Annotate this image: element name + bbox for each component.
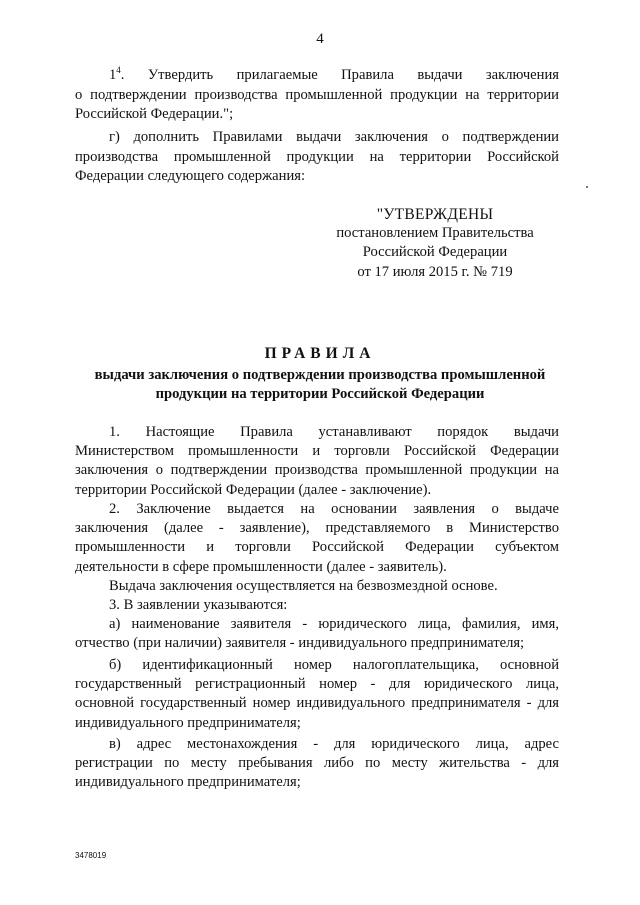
rules-subtitle-line-2: продукции на территории Российской Федерации bbox=[155, 385, 485, 402]
item-g-middle-line: производства промышленной продукции на территории Российской bbox=[75, 149, 559, 165]
approval-block bbox=[300, 205, 570, 282]
item-1-4-first-line bbox=[75, 66, 559, 85]
rules-subtitle-line-1: выдачи заключения о подтверждении производства промышленной bbox=[94, 367, 546, 383]
item-v-last-line: индивидуального предпринимателя; bbox=[75, 774, 301, 790]
rules-subtitle bbox=[60, 366, 580, 403]
item-b-body: государственный регистрационный номер - для юридического лица, основной государственный номер индивидуального предпринимателя - для bbox=[75, 676, 559, 712]
page-number: 4 bbox=[316, 31, 324, 47]
paragraph-3: 3. В заявлении указываются: bbox=[109, 597, 288, 613]
paragraph-2-body: заключения (далее - заявление), представляемого в Министерство промышленности и торговли Российской Федерации субъектом bbox=[75, 520, 559, 556]
item-v-middle-line: регистрации по месту пребывания либо по месту жительства - для bbox=[75, 755, 559, 771]
item-b-last-line: индивидуального предпринимателя; bbox=[75, 715, 301, 731]
paragraph-1-body: Министерством промышленности и торговли Российской Федерации заключения о подтверждении производства промышленной продукции на bbox=[75, 443, 559, 479]
item-a-first-line: а) наименование заявителя - юридического лица, фамилия, имя, bbox=[109, 616, 559, 632]
rules-title: ПРАВИЛА bbox=[264, 345, 376, 362]
paragraph-2-first-line: 2. Заключение выдается на основании заявления о выдаче bbox=[109, 501, 559, 517]
item-v-first-line: в) адрес местонахождения - для юридического лица, адрес bbox=[109, 736, 559, 752]
item-b-first-line: б) идентификационный номер налогоплательщика, основной bbox=[109, 657, 559, 673]
paragraph-1-last-line: территории Российской Федерации (далее - заключение). bbox=[75, 482, 432, 498]
paragraph-2-note: Выдача заключения осуществляется на безвозмездной основе. bbox=[109, 578, 498, 594]
document-code: 3478019 bbox=[75, 851, 107, 860]
item-g-first-line: г) дополнить Правилами выдачи заключения о подтверждении bbox=[109, 129, 559, 145]
approval-line-3: от 17 июля 2015 г. № 719 bbox=[357, 263, 513, 280]
item-g-last-line: Федерации следующего содержания: bbox=[75, 168, 306, 184]
scan-mark bbox=[586, 186, 588, 188]
item-a-last-line: отчество (при наличии) заявителя - индивидуального предпринимателя; bbox=[75, 635, 525, 651]
item-1-4-superscript: 4 bbox=[116, 65, 121, 76]
paragraph-2-last-line: деятельности в сфере промышленности (далее - заявитель). bbox=[75, 559, 447, 575]
approval-line-2: Российской Федерации bbox=[362, 244, 508, 261]
item-1-4-rest: о подтверждении производства промышленной продукции на территории Российской Федерации."; bbox=[75, 87, 559, 123]
approval-heading: "УТВЕРЖДЕНЫ bbox=[376, 206, 494, 223]
item-1-4-number: 1 bbox=[109, 67, 117, 83]
approval-line-1: постановлением Правительства bbox=[336, 225, 534, 242]
item-1-4-text: . Утвердить прилагаемые Правила выдачи заключения bbox=[120, 67, 559, 83]
paragraph-1-first-line: 1. Настоящие Правила устанавливают порядок выдачи bbox=[109, 424, 559, 440]
